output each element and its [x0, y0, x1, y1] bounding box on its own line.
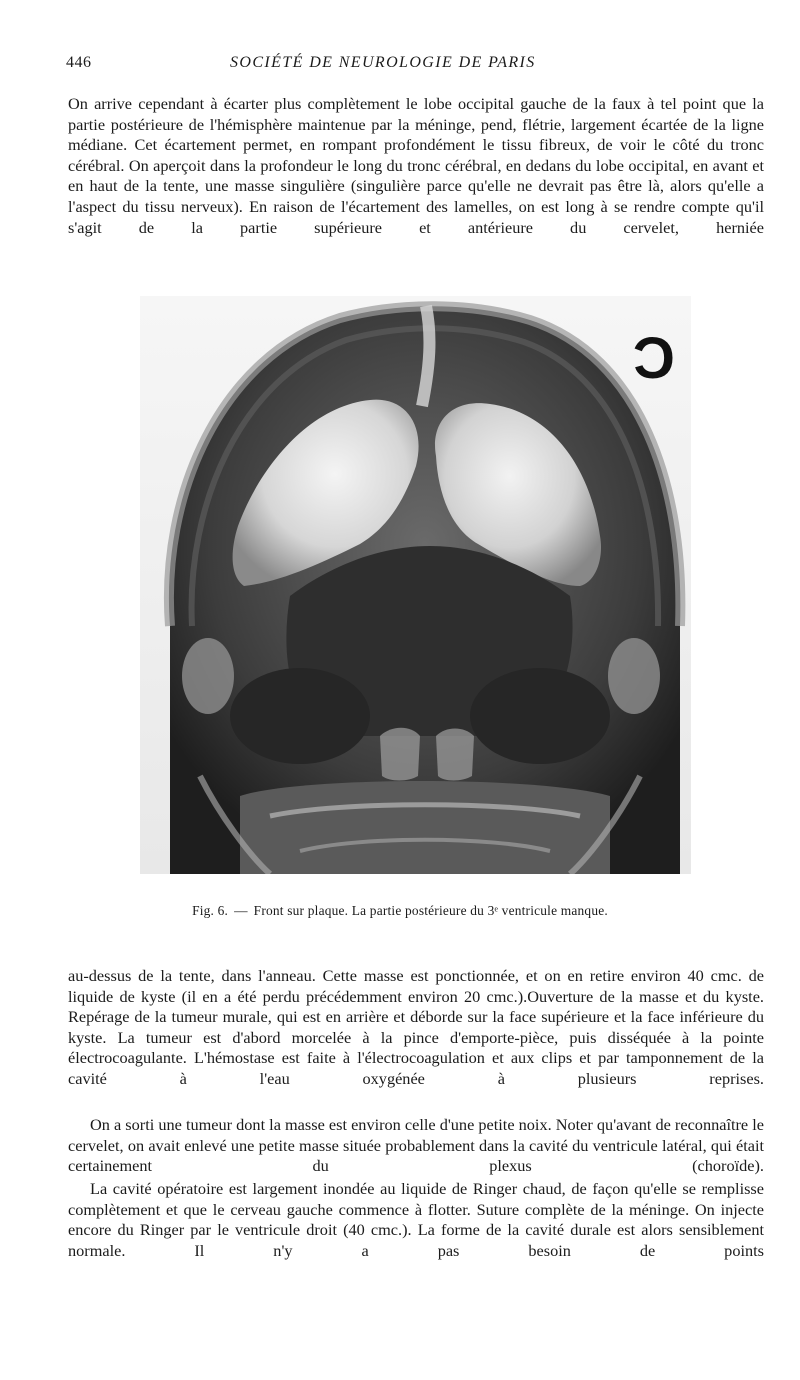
- caption-text: Front sur plaque. La partie postérieure du 3ᵉ ventricule manque.: [253, 903, 608, 918]
- journal-title: SOCIÉTÉ DE NEUROLOGIE DE PARIS: [230, 54, 536, 71]
- paragraph-top-1: On arrive cependant à écarter plus complètement le lobe occipital gauche de la faux à tel point que la partie postérieure de l'hémisphère maintenue par la méninge, pend, flétrie, largement écartée de la ligne médiane. Cet écartement permet, en rompant profondément le tissu fibreux, de voir le côté du tronc cérébral. On aperçoit dans la profondeur le long du tronc cérébral, en dedans du lobe occipital, en avant et en haut de la tente, une masse singulière (singulière parce qu'elle ne devrait pas être là, alors qu'elle a l'aspect du tissu nerveux). En raison de l'écartement des lamelles, on est long à se rendre compte qu'il s'agit de la partie supérieure et antérieure du cervelet, herniée: [68, 94, 764, 237]
- orientation-mark: Ɔ: [633, 326, 675, 391]
- xray-image: [140, 296, 691, 874]
- figure-caption: [0, 903, 800, 919]
- paragraph-bottom-2: On a sorti une tumeur dont la masse est environ celle d'une petite noix. Noter qu'avant de reconnaître le cervelet, on avait enlevé une petite masse située probablement dans la cavité du ventricule latéral, qui était certainement du plexus (choroïde).: [68, 1115, 764, 1176]
- caption-label: Fig. 6.: [192, 903, 229, 918]
- running-head: [66, 54, 766, 78]
- caption-dash: —: [234, 903, 248, 918]
- page-number: 446: [66, 54, 92, 71]
- paragraph-bottom-3: La cavité opératoire est largement inondée au liquide de Ringer chaud, de façon qu'elle se remplisse complètement et que le cerveau gauche commence à flotter. Suture complète de la méninge. On injecte encore du Ringer par le ventricule droit (40 cmc.). La forme de la cavité durale est alors sensiblement normale. Il n'y a pas besoin de points: [68, 1179, 764, 1260]
- paragraph-bottom-1: au-dessus de la tente, dans l'anneau. Cette masse est ponctionnée, et on en retire environ 40 cmc. de liquide de kyste (il en a été perdu précédemment environ 20 cmc.).Ouverture de la masse et du kyste. Repérage de la tumeur murale, qui est en arrière et déborde sur la face supérieure et la face inférieure du kyste. La tumeur est d'abord morcelée à la pince d'emporte-pièce, puis disséquée à la pointe électrocoagulante. L'hémostase est faite à l'électrocoagulation et aux clips et par tamponnement de la cavité à l'eau oxygénée à plusieurs reprises.: [68, 966, 764, 1088]
- xray-figure: [140, 296, 691, 874]
